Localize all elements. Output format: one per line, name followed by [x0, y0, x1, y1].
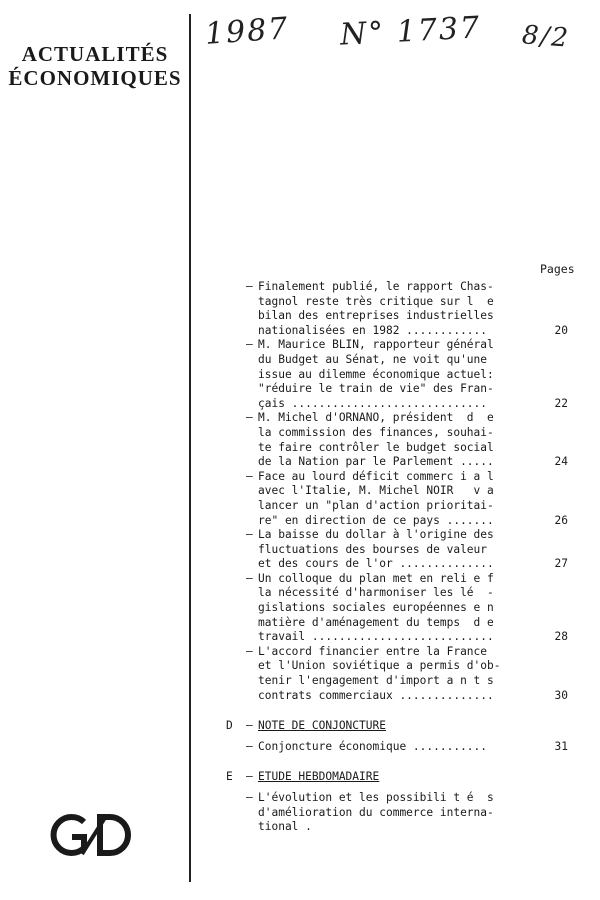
- toc-entry-page: 24: [554, 455, 568, 469]
- toc-entry-line: de la Nation par le Parlement .....: [258, 455, 494, 469]
- toc-entry-line: nationalisées en 1982 ............: [258, 323, 488, 337]
- dash: –: [246, 528, 253, 542]
- toc-entry-line: lancer un "plan d'action prioritai-: [258, 498, 494, 512]
- toc-entry: [226, 470, 586, 528]
- dash: –: [246, 338, 253, 352]
- dash: –: [246, 571, 253, 585]
- toc-entry-page: 28: [554, 630, 568, 644]
- table-of-contents: [226, 280, 586, 835]
- toc-entry-line: et des cours de l'or ..............: [258, 557, 494, 571]
- dash: –: [246, 280, 253, 293]
- dash: –: [246, 791, 253, 804]
- toc-entry-line: tional .: [258, 820, 312, 834]
- toc-entry-line: L'accord financier entre la France: [258, 644, 488, 658]
- section-d-header: [226, 719, 586, 734]
- toc-entry-line: tagnol reste très critique sur l e: [258, 294, 494, 308]
- toc-entry-page: 20: [554, 323, 568, 337]
- toc-entry-line: d'amélioration du commerce interna-: [258, 805, 494, 819]
- toc-entry-line: Finalement publié, le rapport Chas-: [258, 280, 494, 293]
- toc-entry-line: avec l'Italie, M. Michel NOIR v a: [258, 484, 494, 498]
- toc-entry-line: M. Maurice BLIN, rapporteur général: [258, 338, 494, 352]
- dash: –: [246, 770, 253, 784]
- vertical-rule: [189, 14, 191, 882]
- publisher-logo-icon: [48, 810, 138, 860]
- dash: –: [246, 469, 253, 483]
- dash: –: [246, 739, 253, 753]
- toc-entry-line: re" en direction de ce pays .......: [258, 513, 494, 527]
- toc-entry-line: et l'Union soviétique a permis d'ob-: [258, 659, 501, 673]
- toc-entry-line: L'évolution et les possibili t é s: [258, 791, 494, 804]
- toc-entry-line: fluctuations des bourses de valeur: [258, 542, 488, 556]
- dash: –: [246, 411, 253, 425]
- masthead-line-2: ÉCONOMIQUES: [8, 66, 182, 90]
- dash: –: [246, 644, 253, 658]
- toc-entry-line: Conjoncture économique ...........: [258, 739, 488, 753]
- section-e-entries: [226, 791, 586, 835]
- toc-entry-line: La baisse du dollar à l'origine des: [258, 528, 494, 542]
- toc-entry-page: 22: [554, 396, 568, 410]
- pages-column-label: Pages: [540, 262, 575, 276]
- toc-entry: [226, 791, 586, 835]
- toc-entry-page: 27: [554, 557, 568, 571]
- toc-entry: [226, 411, 586, 469]
- toc-entry-line: du Budget au Sénat, ne voit qu'une: [258, 352, 488, 366]
- toc-entry-line: Face au lourd déficit commerc i a l: [258, 469, 494, 483]
- toc-entry-line: la nécessité d'harmoniser les lé -: [258, 586, 494, 600]
- handwritten-issue-number: N° 1737: [339, 10, 482, 53]
- toc-entry-line: contrats commerciaux ..............: [258, 688, 494, 702]
- toc-entry: [226, 528, 586, 572]
- masthead: [0, 42, 190, 90]
- toc-entry-line: te faire contrôler le budget social: [258, 440, 494, 454]
- toc-entry-line: çais .............................: [258, 396, 488, 410]
- toc-entry: [226, 572, 586, 645]
- toc-entry-line: issue au dilemme économique actuel:: [258, 367, 494, 381]
- masthead-line-1: ACTUALITÉS: [21, 42, 169, 66]
- toc-entry-line: la commission des finances, souhai-: [258, 425, 494, 439]
- toc-entry-line: bilan des entreprises industrielles: [258, 309, 494, 323]
- toc-entries: [226, 280, 586, 703]
- section-d-letter: D: [226, 719, 233, 733]
- dash: –: [246, 719, 253, 733]
- toc-entry-line: gislations sociales européennes e n: [258, 601, 494, 615]
- section-d-title: NOTE DE CONJONCTURE: [258, 719, 386, 733]
- toc-entry: [226, 338, 586, 411]
- toc-entry-line: tenir l'engagement d'import a n t s: [258, 674, 494, 688]
- toc-entry-line: Un colloque du plan met en reli e f: [258, 571, 494, 585]
- toc-entry-line: travail ...........................: [258, 630, 494, 644]
- toc-entry-page: 26: [554, 513, 568, 527]
- toc-entry: [226, 645, 586, 703]
- toc-entry-page: 30: [554, 688, 568, 702]
- toc-entry-line: M. Michel d'ORNANO, président d e: [258, 411, 494, 425]
- toc-entry-page: 31: [554, 739, 568, 753]
- handwritten-sheet: 8/2: [521, 20, 571, 54]
- toc-entry-line: "réduire le train de vie" des Fran-: [258, 382, 494, 396]
- handwritten-year: 1987: [203, 11, 291, 52]
- section-e-header: [226, 770, 586, 785]
- toc-entry: [226, 280, 586, 338]
- toc-entry-line: matière d'aménagement du temps d e: [258, 615, 494, 629]
- section-e-letter: E: [226, 770, 233, 784]
- section-d-entries: [226, 740, 586, 755]
- section-e-title: ETUDE HEBDOMADAIRE: [258, 770, 380, 784]
- toc-entry: [226, 740, 586, 755]
